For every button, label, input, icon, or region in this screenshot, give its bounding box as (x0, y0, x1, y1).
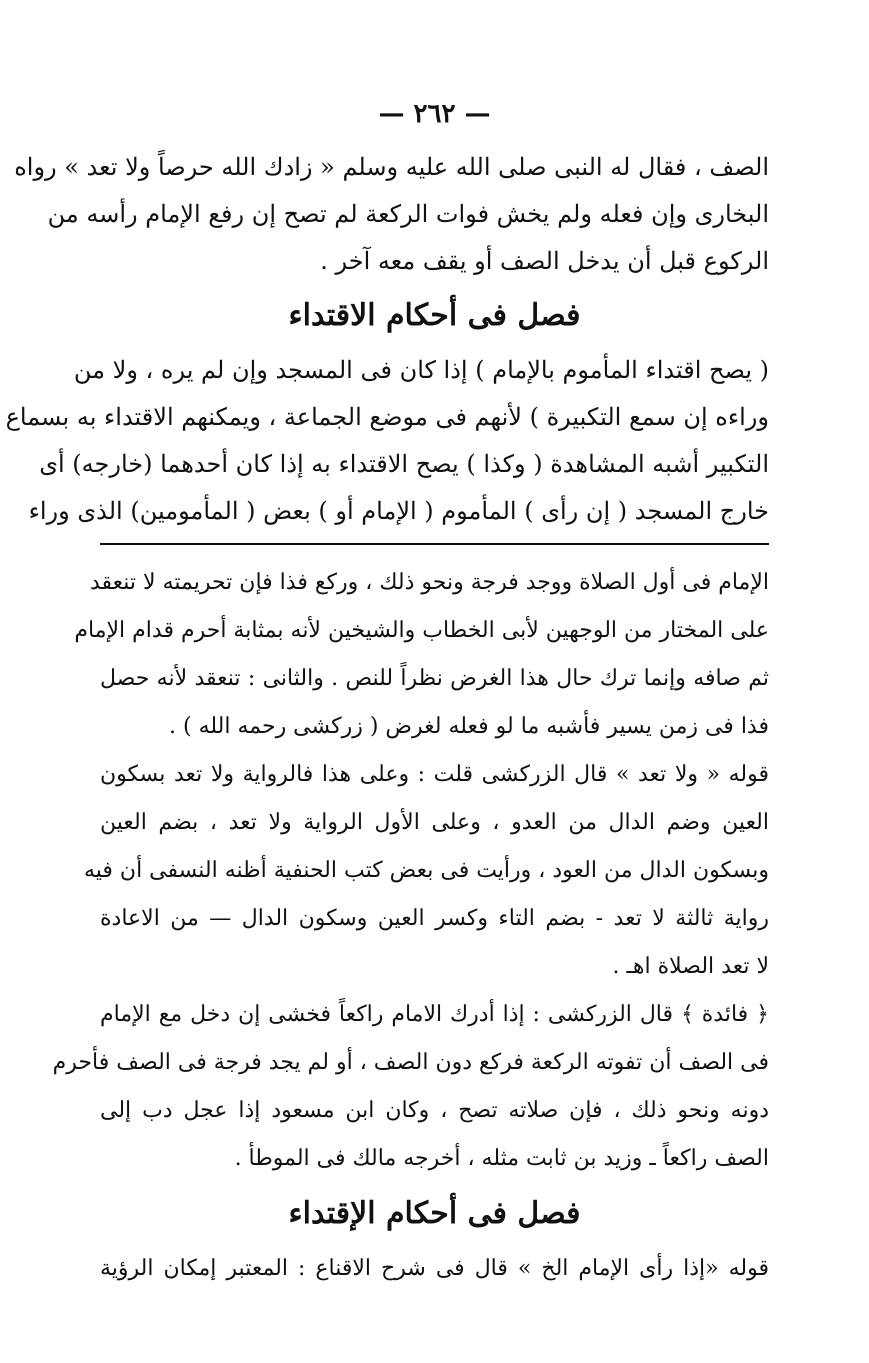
main-text (5, 144, 769, 535)
text-line: الركوع قبل أن يدخل الصف أو يقف معه آخر . (320, 247, 769, 275)
note-line: قوله « ولا تعد » قال الزركشى قلت : وعلى هذا فالرواية ولا تعد بسكون (100, 762, 769, 787)
page-number: — ٢٦٢ — (378, 99, 491, 129)
note-line: العين وضم الدال من العدو ، وعلى الأول الرواية ولا تعد ، بضم العين (100, 810, 769, 835)
note-line: الصف راكعاً ـ وزيد بن ثابت مثله ، أخرجه مالك فى الموطأ . (234, 1146, 769, 1171)
text-line: الصف ، فقال له النبى صلى الله عليه وسلم « زادك الله حرصاً ولا تعد » رواه (14, 153, 769, 181)
footnote-divider (100, 543, 769, 545)
text-line: ( يصح اقتداء المأموم بالإمام ) إذا كان فى المسجد وإن لم يره ، ولا من (73, 356, 769, 384)
section-heading: فصل فى أحكام الاقتداء (288, 298, 581, 333)
note-line: لا تعد الصلاة اهـ . (612, 954, 769, 979)
note-line: ﴿ فائدة ﴾ قال الزركشى : إذا أدرك الامام راكعاً فخشى إن دخل مع الإمام (100, 1002, 769, 1027)
note-line: ثم صافه وإنما ترك حال هذا الغرض نظراً للنص . والثانى : تنعقد لأنه حصل (100, 666, 769, 691)
text-line: التكبير أشبه المشاهدة ( وكذا ) يصح الاقتداء به إذا كان أحدهما (خارجه) أى (39, 450, 769, 478)
text-line: البخارى وإن فعله ولم يخش فوات الركعة لم تصح إن رفع الإمام رأسه من (47, 200, 769, 228)
footnotes (52, 559, 769, 1293)
note-line: وبسكون الدال من العود ، ورأيت فى بعض كتب الحنفية أظنه النسفى أن فيه (83, 858, 769, 883)
note-line: قوله «إذا رأى الإمام الخ » قال فى شرح الاقناع : المعتبر إمكان الرؤية (100, 1256, 769, 1281)
note-line: الإمام فى أول الصلاة ووجد فرجة ونحو ذلك ، وركع فذا فإن تحريمته لا تنعقد (89, 570, 769, 595)
section-heading: فصل فى أحكام الإقتداء (288, 1196, 581, 1231)
note-line: على المختار من الوجهين لأبى الخطاب والشيخين لأنه بمثابة أحرم قدام الإمام (74, 618, 769, 643)
text-line: وراءه إن سمع التكبيرة ) لأنهم فى موضع الجماعة ، ويمكنهم الاقتداء به بسماع (5, 403, 769, 431)
note-line: رواية ثالثة لا تعد - بضم التاء وكسر العين وسكون الدال — من الاعادة (100, 906, 769, 931)
text-line: خارج المسجد ( إن رأى ) المأموم ( الإمام أو ) بعض ( المأمومين) الذى وراء (28, 497, 769, 525)
note-line: فى الصف أن تفوته الركعة فركع دون الصف ، أو لم يجد فرجة فى الصف فأحرم (52, 1050, 769, 1075)
note-line: فذا فى زمن يسير فأشبه ما لو فعله لغرض ( زركشى رحمه الله ) . (169, 714, 769, 739)
note-line: دونه ونحو ذلك ، فإن صلاته تصح ، وكان ابن مسعود إذا عجل دب إلى (100, 1098, 769, 1123)
